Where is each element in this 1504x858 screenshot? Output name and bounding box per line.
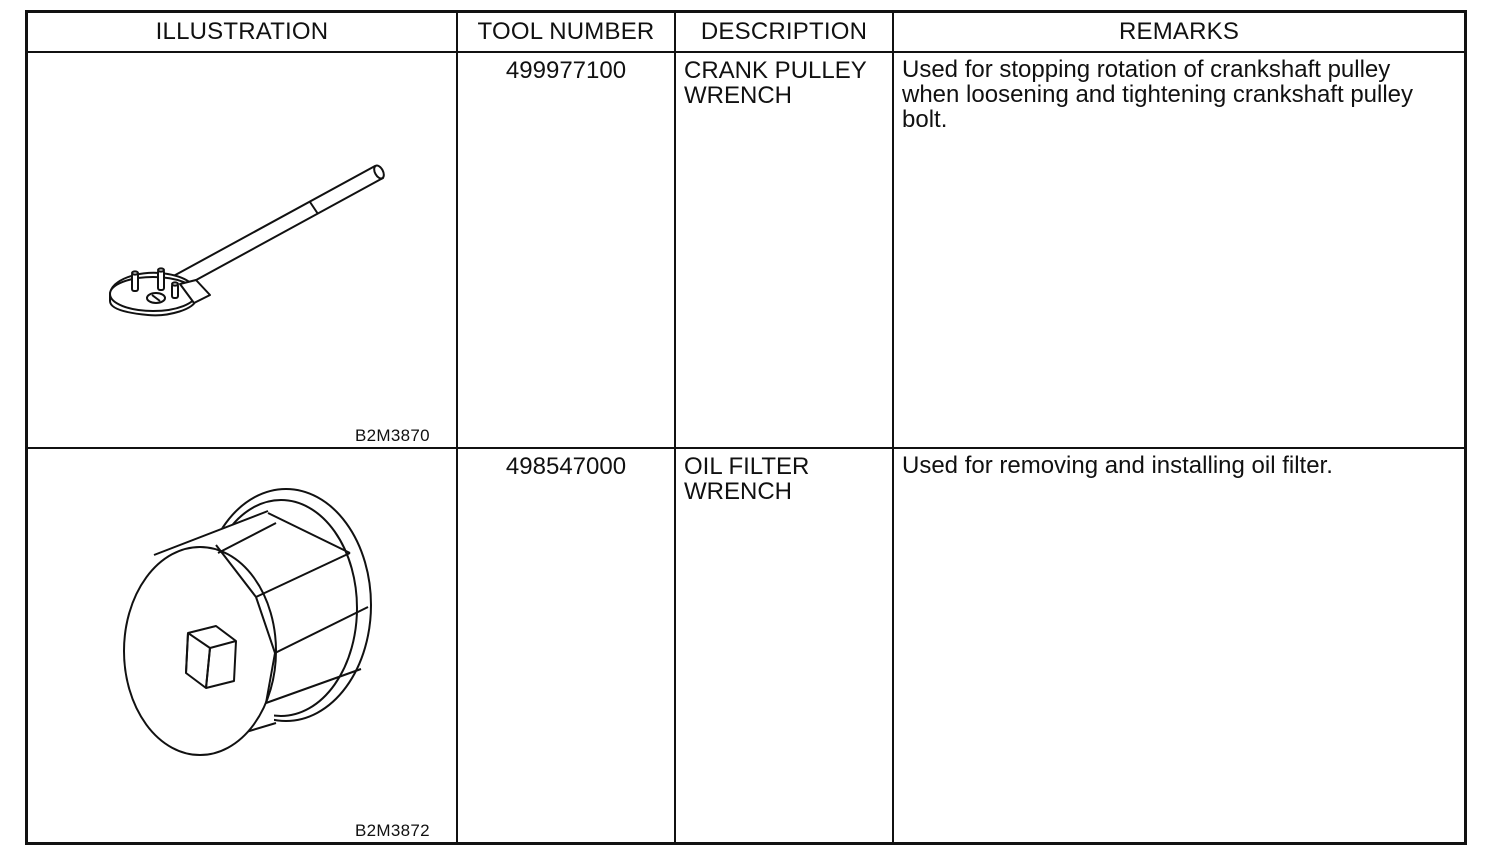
oil-filter-wrench-icon xyxy=(106,483,386,758)
header-remarks: REMARKS xyxy=(1118,18,1240,45)
illustration-code: B2M3872 xyxy=(355,821,430,840)
description-line-2: WRENCH xyxy=(684,82,792,109)
remarks-line-1: Used for removing and installing oil filter. xyxy=(902,452,1333,479)
row-divider xyxy=(28,447,1464,449)
tool-number: 498547000 xyxy=(505,453,627,480)
description-line-1: CRANK PULLEY xyxy=(684,57,867,84)
table-header-row xyxy=(28,13,1464,53)
description-line-2: WRENCH xyxy=(684,478,792,505)
remarks-line-3: bolt. xyxy=(902,106,948,133)
illustration-code: B2M3870 xyxy=(355,426,430,445)
header-description: DESCRIPTION xyxy=(700,18,868,45)
crank-pulley-wrench-icon xyxy=(98,153,398,323)
header-illustration: ILLUSTRATION xyxy=(155,18,329,45)
special-tools-table xyxy=(25,10,1467,845)
tool-number: 499977100 xyxy=(505,57,627,84)
column-divider xyxy=(674,13,676,842)
description-line-1: OIL FILTER xyxy=(684,453,810,480)
column-divider xyxy=(892,13,894,842)
remarks-line-1: Used for stopping rotation of crankshaft pulley xyxy=(902,56,1391,83)
header-tool-number: TOOL NUMBER xyxy=(477,18,655,45)
column-divider xyxy=(456,13,458,842)
remarks-line-2: when loosening and tightening crankshaft pulley xyxy=(902,81,1414,108)
